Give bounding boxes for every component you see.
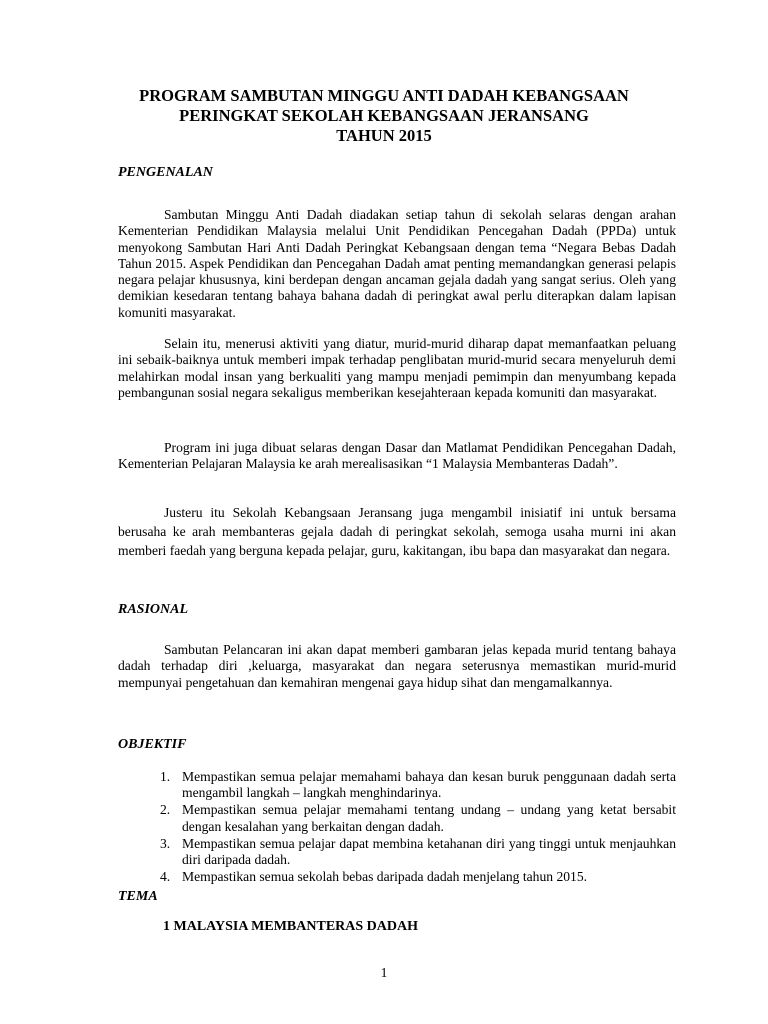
list-item-text: Mempastikan semua sekolah bebas daripada dadah menjelang tahun 2015. [182, 868, 588, 884]
heading-objektif: OBJEKTIF [118, 737, 187, 752]
list-item-number: 4. [160, 868, 171, 884]
title-line-3: TAHUN 2015 [336, 126, 432, 145]
paragraph-pengenalan-2: Selain itu, menerusi aktiviti yang diatur, murid-murid diharap dapat memanfaatkan peluang ini sebaik-baiknya untuk memberi impak terhadap penglibatan murid-murid secara menyeluruh demi melahirkan modal insan yang berkualiti yang mampu menjadi pemimpin dan menyumbang kepada pembangunan sosial negara sekaligus memberikan kesejahteraan kepada komuniti dan masyarakat. [118, 336, 676, 400]
page-number: 1 [380, 965, 388, 980]
document-title [100, 86, 668, 146]
heading-rasional: RASIONAL [118, 602, 189, 617]
paragraph-pengenalan-3: Program ini juga dibuat selaras dengan Dasar dan Matlamat Pendidikan Pencegahan Dadah, Kementerian Pelajaran Malaysia ke arah merealisasikan “1 Malaysia Membanteras Dadah”. [118, 440, 676, 472]
list-item-text: Mempastikan semua pelajar dapat membina ketahanan diri yang tinggi untuk menjauhkan diri daripada dadah. [182, 835, 676, 867]
paragraph-pengenalan-4: Justeru itu Sekolah Kebangsaan Jeransang juga mengambil inisiatif ini untuk bersama berusaha ke arah membanteras gejala dadah di peringkat sekolah, semoga usaha murni ini akan memberi faedah yang berguna kepada pelajar, guru, kakitangan, ibu bapa dan masyarakat dan negara. [118, 505, 676, 558]
list-item [160, 869, 676, 885]
tema-text: 1 MALAYSIA MEMBANTERAS DADAH [163, 919, 419, 934]
objektif-list [160, 769, 676, 885]
paragraph-pengenalan-1: Sambutan Minggu Anti Dadah diadakan setiap tahun di sekolah selaras dengan arahan Kementerian Pendidikan Malaysia melalui Unit Pendidikan Pencegahan Dadah (PPDa) untuk menyokong Sambutan Hari Anti Dadah Peringkat Kebangsaan dengan tema “Negara Bebas Dadah Tahun 2015. Aspek Pendidikan dan Pencegahan Dadah amat penting memandangkan generasi pelapis negara pelajar khususnya, kini berdepan dengan ancaman gejala dadah yang sangat serius. Oleh yang demikian kesedaran tentang bahaya bahana dadah di peringkat awal perlu diterapkan dalam lapisan komuniti masyarakat. [118, 207, 676, 320]
list-item [160, 769, 676, 802]
list-item-number: 3. [160, 835, 171, 851]
list-item-number: 2. [160, 802, 171, 818]
list-item [160, 836, 676, 869]
title-line-1: PROGRAM SAMBUTAN MINGGU ANTI DADAH KEBANGSAAN [139, 86, 629, 105]
list-item-number: 1. [160, 769, 171, 784]
list-item-text: Mempastikan semua pelajar memahami bahaya dan kesan buruk penggunaan dadah serta mengambil langkah – langkah menghindarinya. [182, 769, 676, 801]
title-line-2: PERINGKAT SEKOLAH KEBANGSAAN JERANSANG [179, 106, 589, 125]
heading-pengenalan: PENGENALAN [118, 165, 213, 180]
list-item-text: Mempastikan semua pelajar memahami tentang undang – undang yang ketat bersabit dengan kesalahan yang berkaitan dengan dadah. [182, 802, 676, 834]
heading-tema: TEMA [118, 889, 158, 904]
paragraph-rasional-1: Sambutan Pelancaran ini akan dapat memberi gambaran jelas kepada murid tentang bahaya dadah terhadap diri ,keluarga, masyarakat dan negara seterusnya memastikan murid-murid mempunyai pengetahuan dan kemahiran mengenai gaya hidup sihat dan mengamalkannya. [118, 642, 676, 690]
list-item [160, 802, 676, 835]
